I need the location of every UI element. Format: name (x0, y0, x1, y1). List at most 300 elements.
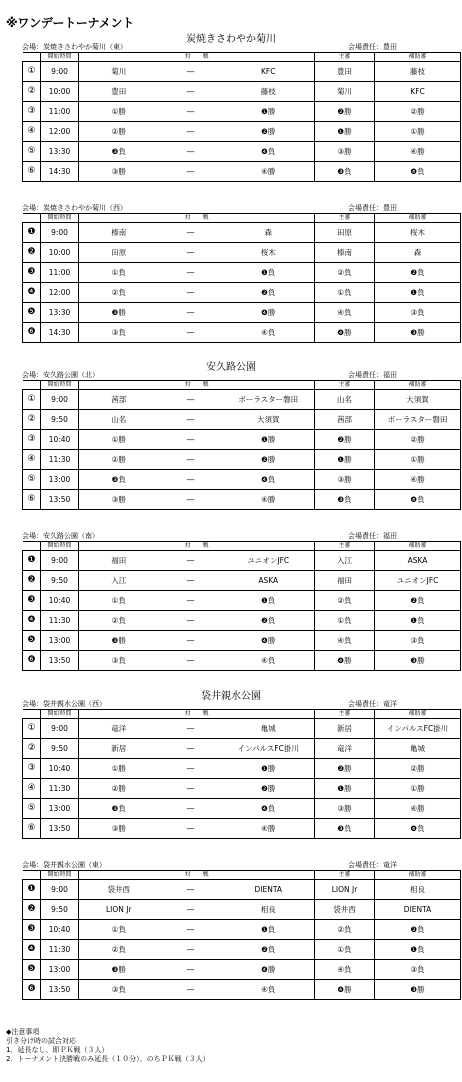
home-team: 新居 (79, 739, 159, 759)
assist-referee: 大須賀 (375, 390, 461, 410)
versus-dash: ― (159, 470, 223, 490)
away-team: ❷負 (223, 940, 315, 960)
versus-dash: ― (159, 739, 223, 759)
away-team: ASKA (223, 571, 315, 591)
match-number: ❺ (23, 960, 41, 980)
main-referee: ❹勝 (315, 980, 375, 1000)
section-header (22, 203, 460, 213)
main-referee: 竜洋 (315, 739, 375, 759)
match-section (22, 531, 460, 671)
match-table (22, 380, 461, 510)
main-referee: ③勝 (315, 470, 375, 490)
home-team: ❸勝 (79, 960, 159, 980)
main-referee: 榛南 (315, 243, 375, 263)
versus-dash: ― (159, 450, 223, 470)
table-row (23, 591, 461, 611)
home-team: ❸勝 (79, 631, 159, 651)
main-referee: 茜部 (315, 410, 375, 430)
versus-dash: ― (159, 960, 223, 980)
match-table (22, 213, 461, 343)
table-row (23, 450, 461, 470)
match-section (22, 699, 460, 839)
match-number: ❸ (23, 263, 41, 283)
home-team: ③勝 (79, 490, 159, 510)
header-main-referee: 主審 (315, 710, 375, 719)
home-team: ❸勝 (79, 303, 159, 323)
venue-label: 会場：安久路公園（南） (22, 532, 99, 540)
home-team: 入江 (79, 571, 159, 591)
match-number: ③ (23, 430, 41, 450)
assist-referee: ボーラスター磐田 (375, 410, 461, 430)
header-blank (23, 381, 41, 390)
assist-referee: ❷負 (375, 920, 461, 940)
home-team: ②勝 (79, 122, 159, 142)
main-referee: ②負 (315, 591, 375, 611)
header-assist-referee: 補助審 (375, 214, 461, 223)
header-main-referee: 主審 (315, 542, 375, 551)
match-number: ③ (23, 759, 41, 779)
match-table (22, 541, 461, 671)
home-team: ①負 (79, 591, 159, 611)
versus-dash: ― (159, 102, 223, 122)
home-team: ③勝 (79, 162, 159, 182)
away-team: 藤枝 (223, 82, 315, 102)
main-referee: 袋井西 (315, 900, 375, 920)
table-row (23, 62, 461, 82)
match-time: 11:30 (41, 611, 79, 631)
venue-label: 会場：安久路公園（北） (22, 371, 99, 379)
table-row (23, 920, 461, 940)
match-time: 11:30 (41, 450, 79, 470)
match-time: 10:00 (41, 82, 79, 102)
versus-dash: ― (159, 651, 223, 671)
versus-dash: ― (159, 779, 223, 799)
header-assist-referee: 補助審 (375, 53, 461, 62)
match-table (22, 870, 461, 1000)
match-time: 13:50 (41, 819, 79, 839)
match-time: 9:00 (41, 223, 79, 243)
away-team: ④負 (223, 651, 315, 671)
header-assist-referee: 補助審 (375, 710, 461, 719)
match-number: ⑥ (23, 490, 41, 510)
header-main-referee: 主審 (315, 871, 375, 880)
home-team: ③負 (79, 651, 159, 671)
away-team: ❹負 (223, 470, 315, 490)
versus-dash: ― (159, 122, 223, 142)
versus-dash: ― (159, 303, 223, 323)
away-team: ❷勝 (223, 122, 315, 142)
match-time: 11:30 (41, 940, 79, 960)
table-row (23, 223, 461, 243)
home-team: ①勝 (79, 430, 159, 450)
away-team: ❹負 (223, 142, 315, 162)
assist-referee: ④勝 (375, 142, 461, 162)
table-row (23, 611, 461, 631)
header-start-time: 開始時間 (41, 53, 79, 62)
table-row (23, 162, 461, 182)
venue-label: 会場：袋井親水公園（東） (22, 861, 106, 869)
match-number: ❺ (23, 303, 41, 323)
versus-dash: ― (159, 920, 223, 940)
match-section (22, 42, 460, 182)
match-number: ❸ (23, 591, 41, 611)
match-time: 10:40 (41, 759, 79, 779)
versus-dash: ― (159, 162, 223, 182)
home-team: ②負 (79, 611, 159, 631)
match-time: 10:40 (41, 591, 79, 611)
header-versus: 対 戦 (79, 381, 315, 390)
away-team: ❶負 (223, 920, 315, 940)
assist-referee: ❶負 (375, 283, 461, 303)
header-start-time: 開始時間 (41, 871, 79, 880)
table-row (23, 940, 461, 960)
match-number: ❷ (23, 900, 41, 920)
venue-responsible: 会場責任：竜洋 (348, 861, 397, 869)
match-table (22, 709, 461, 839)
table-row (23, 263, 461, 283)
match-number: ❶ (23, 223, 41, 243)
assist-referee: ②勝 (375, 102, 461, 122)
home-team: ❸負 (79, 799, 159, 819)
away-team: ユニオンJFC (223, 551, 315, 571)
table-row (23, 631, 461, 651)
home-team: ①勝 (79, 759, 159, 779)
home-team: ①勝 (79, 102, 159, 122)
match-number: ④ (23, 122, 41, 142)
away-team: ④勝 (223, 819, 315, 839)
main-referee: 福田 (315, 571, 375, 591)
header-blank (23, 53, 41, 62)
main-referee: ①負 (315, 611, 375, 631)
main-referee: 田原 (315, 223, 375, 243)
header-assist-referee: 補助審 (375, 871, 461, 880)
table-row (23, 779, 461, 799)
match-time: 13:50 (41, 980, 79, 1000)
table-row (23, 243, 461, 263)
assist-referee: ❸勝 (375, 980, 461, 1000)
section-header (22, 370, 460, 380)
venue-title: 安久路公園 (206, 362, 256, 373)
home-team: ❸負 (79, 142, 159, 162)
assist-referee: 亀城 (375, 739, 461, 759)
match-time: 11:30 (41, 779, 79, 799)
home-team: ②勝 (79, 450, 159, 470)
match-time: 9:50 (41, 739, 79, 759)
away-team: ❶勝 (223, 102, 315, 122)
assist-referee: ❶負 (375, 611, 461, 631)
notes-line: 1．延長なし、即ＰＫ戦（３人） (6, 1046, 109, 1054)
versus-dash: ― (159, 263, 223, 283)
venue-title: 炭焼きさわやか菊川 (186, 34, 276, 45)
assist-referee: 相良 (375, 880, 461, 900)
header-blank (23, 710, 41, 719)
table-row (23, 390, 461, 410)
match-time: 14:30 (41, 323, 79, 343)
venue-title: 袋井親水公園 (201, 691, 261, 702)
venue-responsible: 会場責任：豊田 (348, 204, 397, 212)
away-team: 亀城 (223, 719, 315, 739)
match-number: ④ (23, 779, 41, 799)
match-time: 13:00 (41, 631, 79, 651)
table-row (23, 283, 461, 303)
section-header (22, 699, 460, 709)
match-time: 10:40 (41, 430, 79, 450)
home-team: ②負 (79, 940, 159, 960)
match-number: ❻ (23, 323, 41, 343)
match-number: ❹ (23, 940, 41, 960)
main-referee: ❹勝 (315, 651, 375, 671)
match-number: ❻ (23, 651, 41, 671)
table-row (23, 303, 461, 323)
match-time: 10:00 (41, 243, 79, 263)
versus-dash: ― (159, 430, 223, 450)
home-team: ①負 (79, 920, 159, 940)
match-number: ⑥ (23, 819, 41, 839)
away-team: ④負 (223, 980, 315, 1000)
match-time: 9:50 (41, 410, 79, 430)
main-referee: ❸負 (315, 819, 375, 839)
versus-dash: ― (159, 490, 223, 510)
main-referee: 菊川 (315, 82, 375, 102)
assist-referee: ❹負 (375, 819, 461, 839)
table-row (23, 122, 461, 142)
match-number: ❶ (23, 880, 41, 900)
table-row (23, 900, 461, 920)
main-referee: 新居 (315, 719, 375, 739)
match-section (22, 370, 460, 510)
notes-line: 引き分け時の試合対応 (6, 1037, 76, 1045)
table-row (23, 430, 461, 450)
away-team: KFC (223, 62, 315, 82)
main-referee: ❹勝 (315, 323, 375, 343)
table-row (23, 799, 461, 819)
venue-responsible: 会場責任：福田 (348, 371, 397, 379)
versus-dash: ― (159, 799, 223, 819)
versus-dash: ― (159, 900, 223, 920)
main-referee: ❸負 (315, 162, 375, 182)
away-team: ボーラスター磐田 (223, 390, 315, 410)
match-time: 9:00 (41, 390, 79, 410)
match-number: ❷ (23, 243, 41, 263)
versus-dash: ― (159, 223, 223, 243)
home-team: ③勝 (79, 819, 159, 839)
away-team: ④勝 (223, 490, 315, 510)
main-referee: ③勝 (315, 142, 375, 162)
away-team: 大須賀 (223, 410, 315, 430)
assist-referee: 森 (375, 243, 461, 263)
table-row (23, 571, 461, 591)
assist-referee: 藤枝 (375, 62, 461, 82)
match-time: 13:00 (41, 799, 79, 819)
home-team: 福田 (79, 551, 159, 571)
table-row (23, 82, 461, 102)
match-time: 13:00 (41, 960, 79, 980)
match-number: ② (23, 82, 41, 102)
assist-referee: ❷負 (375, 591, 461, 611)
table-row (23, 490, 461, 510)
section-header (22, 531, 460, 541)
assist-referee: ③負 (375, 303, 461, 323)
match-number: ❶ (23, 551, 41, 571)
versus-dash: ― (159, 940, 223, 960)
match-number: ⑤ (23, 799, 41, 819)
assist-referee: KFC (375, 82, 461, 102)
assist-referee: ①勝 (375, 450, 461, 470)
header-start-time: 開始時間 (41, 542, 79, 551)
table-row (23, 323, 461, 343)
match-number: ⑥ (23, 162, 41, 182)
main-referee: ❷勝 (315, 430, 375, 450)
table-row (23, 142, 461, 162)
away-team: ❶負 (223, 591, 315, 611)
match-number: ❻ (23, 980, 41, 1000)
header-assist-referee: 補助審 (375, 381, 461, 390)
match-time: 13:00 (41, 470, 79, 490)
home-team: 菊川 (79, 62, 159, 82)
away-team: ❷負 (223, 611, 315, 631)
match-time: 13:30 (41, 142, 79, 162)
match-number: ❹ (23, 611, 41, 631)
table-row (23, 880, 461, 900)
versus-dash: ― (159, 880, 223, 900)
match-section (22, 203, 460, 343)
home-team: LION Jr (79, 900, 159, 920)
home-team: ②負 (79, 283, 159, 303)
assist-referee: ①勝 (375, 122, 461, 142)
match-time: 9:50 (41, 900, 79, 920)
match-number: ⑤ (23, 470, 41, 490)
venue-label: 会場：炭焼きさわやか菊川（東） (22, 43, 127, 51)
header-start-time: 開始時間 (41, 710, 79, 719)
assist-referee: ❶負 (375, 940, 461, 960)
assist-referee: ❹負 (375, 162, 461, 182)
away-team: ④負 (223, 323, 315, 343)
assist-referee: ASKA (375, 551, 461, 571)
main-referee: ❶勝 (315, 450, 375, 470)
section-header (22, 860, 460, 870)
away-team: ❷負 (223, 283, 315, 303)
versus-dash: ― (159, 62, 223, 82)
main-referee: ④負 (315, 303, 375, 323)
versus-dash: ― (159, 410, 223, 430)
assist-referee: ③負 (375, 631, 461, 651)
header-blank (23, 542, 41, 551)
section-header (22, 42, 460, 52)
notes-heading: ◆注意事項 (6, 1028, 40, 1036)
versus-dash: ― (159, 390, 223, 410)
away-team: ❶勝 (223, 759, 315, 779)
match-time: 9:00 (41, 551, 79, 571)
away-team: 相良 (223, 900, 315, 920)
table-row (23, 960, 461, 980)
header-versus: 対 戦 (79, 53, 315, 62)
header-main-referee: 主審 (315, 381, 375, 390)
away-team: ❷勝 (223, 450, 315, 470)
versus-dash: ― (159, 719, 223, 739)
table-row (23, 739, 461, 759)
venue-responsible: 会場責任：福田 (348, 532, 397, 540)
assist-referee: ①勝 (375, 779, 461, 799)
assist-referee: ❷負 (375, 263, 461, 283)
match-time: 14:30 (41, 162, 79, 182)
main-referee: 山名 (315, 390, 375, 410)
versus-dash: ― (159, 283, 223, 303)
versus-dash: ― (159, 551, 223, 571)
main-referee: LION Jr (315, 880, 375, 900)
assist-referee: ユニオンJFC (375, 571, 461, 591)
versus-dash: ― (159, 571, 223, 591)
main-referee: ④負 (315, 631, 375, 651)
versus-dash: ― (159, 611, 223, 631)
match-number: ① (23, 62, 41, 82)
header-start-time: 開始時間 (41, 381, 79, 390)
match-number: ❹ (23, 283, 41, 303)
header-blank (23, 871, 41, 880)
table-row (23, 651, 461, 671)
home-team: 茜部 (79, 390, 159, 410)
assist-referee: ②勝 (375, 759, 461, 779)
away-team: ❶負 (223, 263, 315, 283)
assist-referee: ④勝 (375, 799, 461, 819)
home-team: 田原 (79, 243, 159, 263)
main-referee: ❷勝 (315, 759, 375, 779)
main-referee: ④負 (315, 960, 375, 980)
match-time: 11:00 (41, 102, 79, 122)
table-row (23, 819, 461, 839)
home-team: ❸負 (79, 470, 159, 490)
page-title: ※ワンデートーナメント (6, 16, 134, 30)
main-referee: ②負 (315, 920, 375, 940)
versus-dash: ― (159, 980, 223, 1000)
assist-referee: ❸勝 (375, 651, 461, 671)
away-team: ❷勝 (223, 779, 315, 799)
match-time: 11:00 (41, 263, 79, 283)
main-referee: ③勝 (315, 799, 375, 819)
venue-responsible: 会場責任：豊田 (348, 43, 397, 51)
versus-dash: ― (159, 243, 223, 263)
match-time: 10:40 (41, 920, 79, 940)
match-time: 9:50 (41, 571, 79, 591)
match-number: ❸ (23, 920, 41, 940)
header-versus: 対 戦 (79, 214, 315, 223)
match-number: ② (23, 410, 41, 430)
match-number: ① (23, 390, 41, 410)
main-referee: ②負 (315, 263, 375, 283)
match-number: ① (23, 719, 41, 739)
match-time: 13:30 (41, 303, 79, 323)
away-team: ❹勝 (223, 631, 315, 651)
match-time: 13:50 (41, 651, 79, 671)
assist-referee: インパルスFC掛川 (375, 719, 461, 739)
notes-line: 2．トーナメント決勝戦のみ延長（１０分）、のちＰＫ戦（３人） (6, 1055, 210, 1063)
assist-referee: DIENTA (375, 900, 461, 920)
match-time: 13:50 (41, 490, 79, 510)
main-referee: ❷勝 (315, 102, 375, 122)
match-time: 9:00 (41, 62, 79, 82)
match-number: ⑤ (23, 142, 41, 162)
main-referee: ①負 (315, 283, 375, 303)
venue-responsible: 会場責任：竜洋 (348, 700, 397, 708)
away-team: DIENTA (223, 880, 315, 900)
home-team: ①負 (79, 263, 159, 283)
assist-referee: ③負 (375, 960, 461, 980)
away-team: ❹負 (223, 799, 315, 819)
match-time: 12:00 (41, 122, 79, 142)
table-row (23, 551, 461, 571)
versus-dash: ― (159, 819, 223, 839)
match-time: 9:00 (41, 719, 79, 739)
main-referee: ①負 (315, 940, 375, 960)
